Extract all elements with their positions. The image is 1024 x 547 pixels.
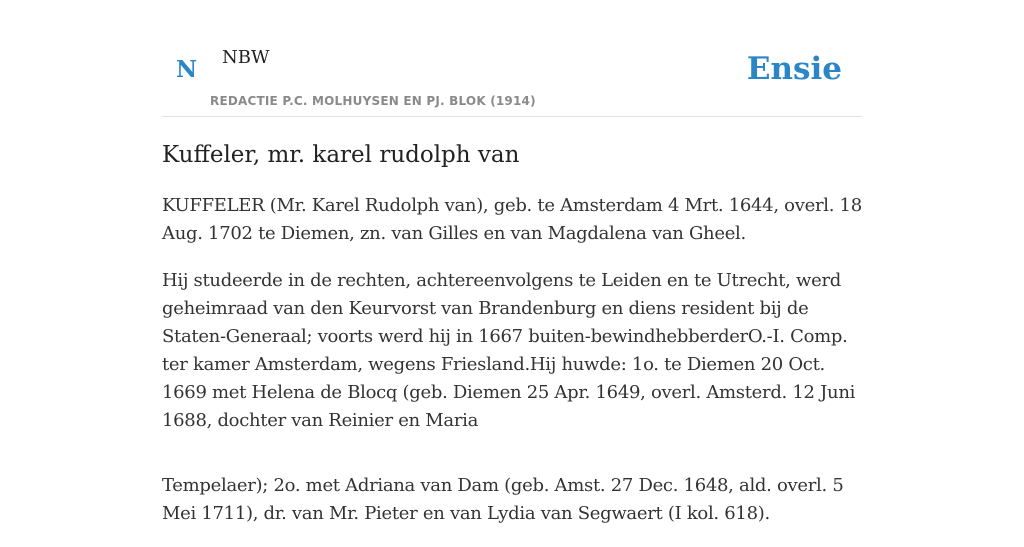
brand-logo-link[interactable]: Ensie <box>746 51 842 87</box>
source-subtitle: REDACTIE P.C. MOLHUYSEN EN PJ. BLOK (1914) <box>210 94 536 108</box>
article-body <box>162 192 862 547</box>
page-title: Kuffeler, mr. karel rudolph van <box>162 142 520 168</box>
article-paragraph: Tempelaer); 2o. met Adriana van Dam (geb. Amst. 27 Dec. 1648, ald. overl. 5 Mei 1711), dr. van Mr. Pieter en van Lydia van Segwaert (I kol. 618). <box>162 475 844 524</box>
source-name[interactable]: NBW <box>222 47 270 68</box>
header <box>162 30 862 117</box>
source-logo[interactable]: N <box>176 56 198 83</box>
article-paragraph: Hij studeerde in de rechten, achtereenvolgens te Leiden en te Utrecht, werd geheimraad van den Keurvorst van Brandenburg en diens resident bij de Staten-Generaal; voorts werd hij in 1667 buiten-bewindhebberderO.-I. Comp. ter kamer Amsterdam, wegens Friesland.Hij huwde: 1o. te Diemen 20 Oct. 1669 met Helena de Blocq (geb. Diemen 25 Apr. 1649, overl. Amsterd. 12 Juni 1688, dochter van Reinier en Maria <box>162 270 856 431</box>
article-paragraph: KUFFELER (Mr. Karel Rudolph van), geb. te Amsterdam 4 Mrt. 1644, overl. 18 Aug. 1702 te Diemen, zn. van Gilles en van Magdalena van Gheel. <box>162 195 862 244</box>
